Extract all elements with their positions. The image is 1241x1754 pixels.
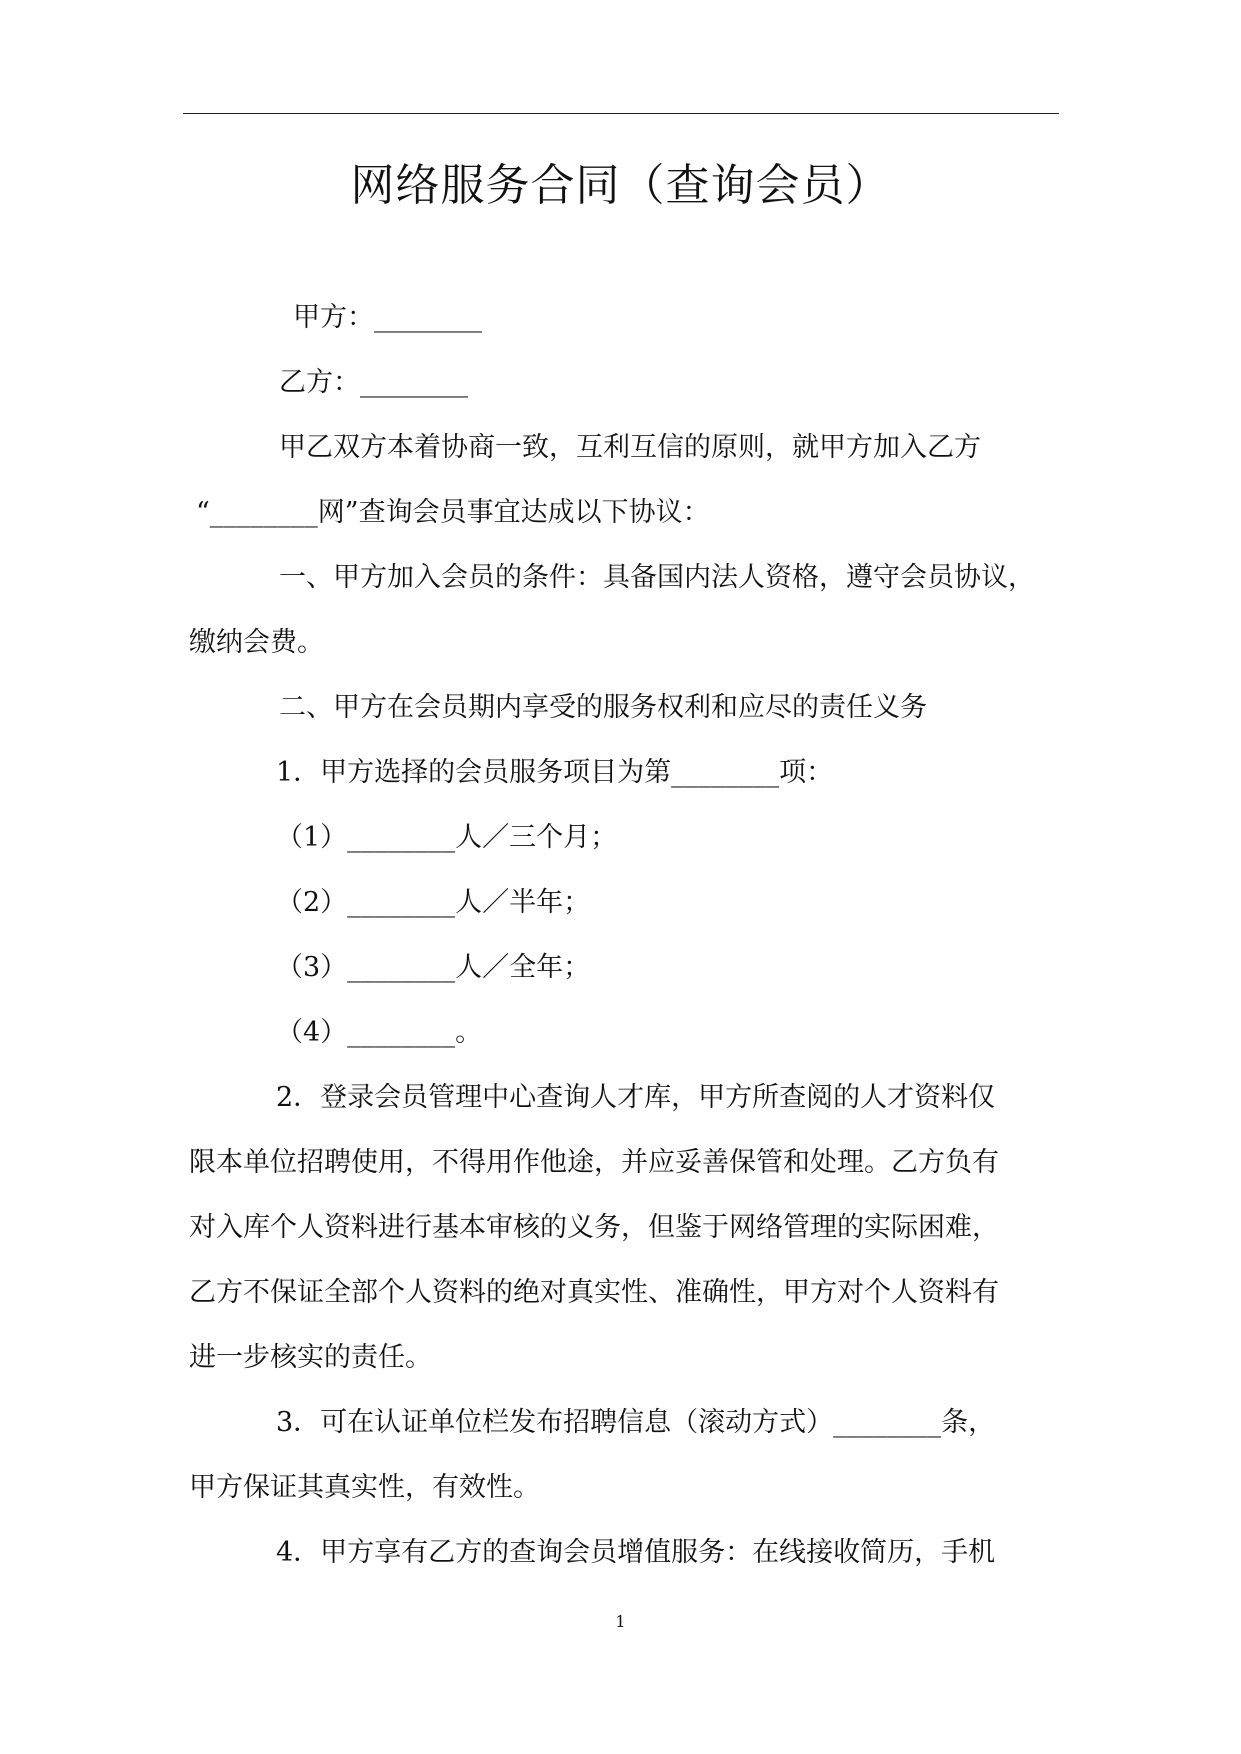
party-b-line: 乙方：________ — [279, 367, 468, 398]
item-3-line-2: 甲方保证其真实性，有效性。 — [189, 1472, 540, 1503]
header-rule — [183, 113, 1059, 114]
item-4-line-1: 4．甲方享有乙方的查询会员增值服务：在线接收简历，手机 — [276, 1537, 996, 1568]
option-1-line: （1）________人／三个月； — [276, 822, 618, 853]
option-3-line: （3）________人／全年； — [276, 952, 591, 983]
item-2-line-2: 限本单位招聘使用，不得用作他途，并应妥善保管和处理。乙方负有 — [189, 1147, 999, 1178]
clause-1-line-1: 一、甲方加入会员的条件：具备国内法人资格，遵守会员协议， — [279, 562, 1035, 593]
option-4-line: （4）________。 — [276, 1017, 483, 1048]
item-1-line: 1．甲方选择的会员服务项目为第________项： — [276, 757, 834, 788]
preamble-line-1: 甲乙双方本着协商一致，互利互信的原则，就甲方加入乙方 — [279, 432, 981, 463]
document-title: 网络服务合同（查询会员） — [350, 160, 891, 211]
clause-2-heading: 二、甲方在会员期内享受的服务权利和应尽的责任义务 — [279, 692, 927, 723]
preamble-line-2: “________网”查询会员事宜达成以下协议： — [196, 497, 710, 528]
item-2-line-1: 2．登录会员管理中心查询人才库，甲方所查阅的人才资料仅 — [276, 1082, 996, 1113]
item-3-line-1: 3．可在认证单位栏发布招聘信息（滚动方式）________条， — [276, 1407, 996, 1438]
item-2-line-4: 乙方不保证全部个人资料的绝对真实性、准确性，甲方对个人资料有 — [189, 1277, 999, 1308]
page-number: 1 — [615, 1612, 626, 1631]
item-2-line-3: 对入库个人资料进行基本审核的义务，但鉴于网络管理的实际困难， — [189, 1212, 999, 1243]
clause-1-line-2: 缴纳会费。 — [189, 627, 324, 658]
option-2-line: （2）________人／半年； — [276, 887, 591, 918]
item-2-line-5: 进一步核实的责任。 — [189, 1342, 432, 1373]
party-a-line: 甲方：________ — [293, 302, 482, 333]
